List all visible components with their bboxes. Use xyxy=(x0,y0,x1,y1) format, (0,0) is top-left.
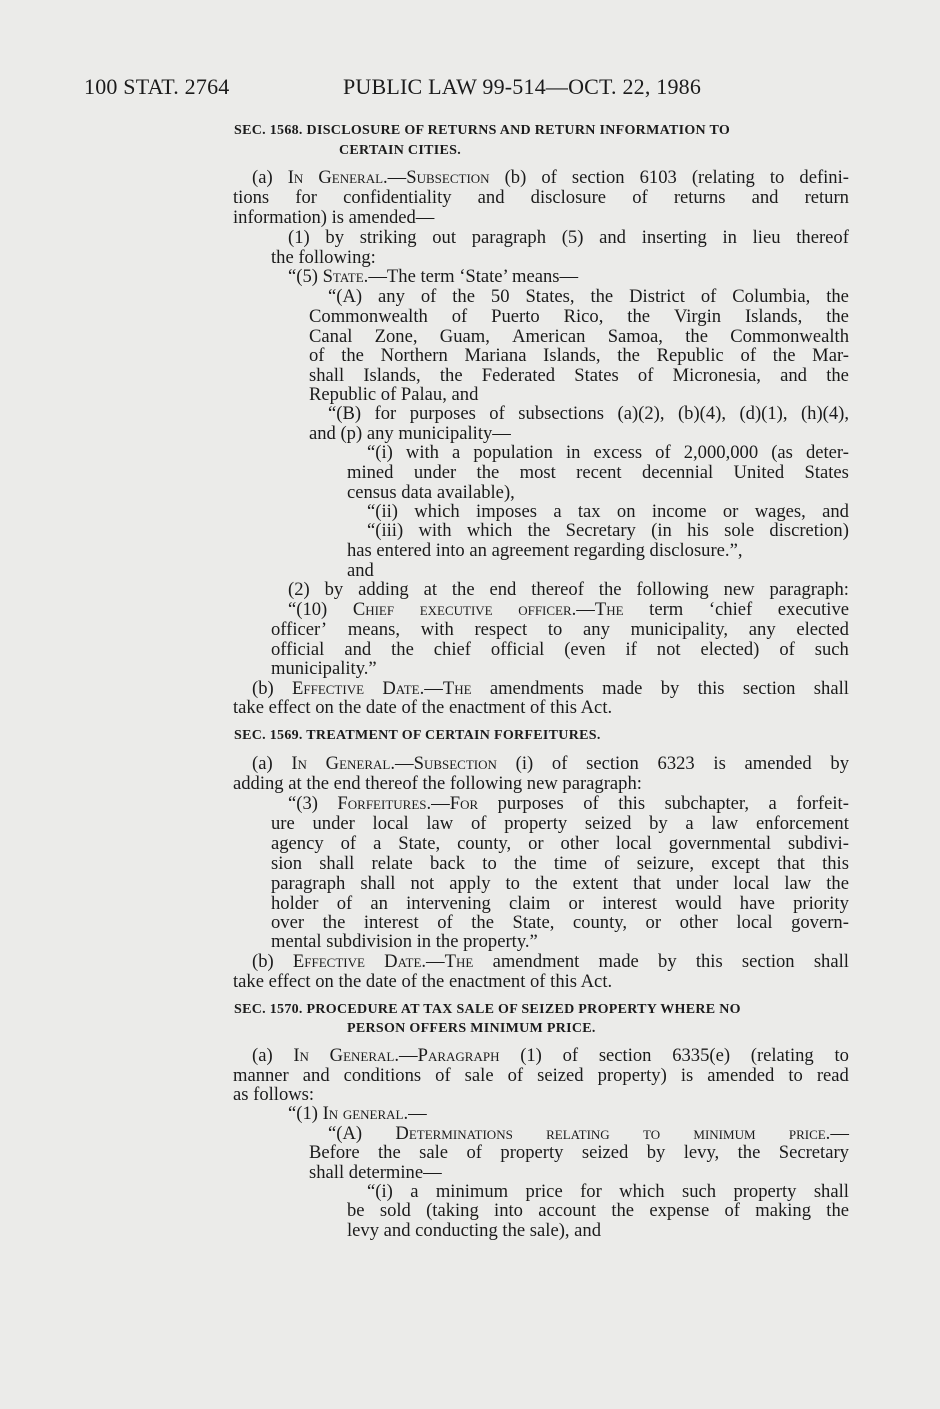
sec-1569-p3-line-4: sion shall relate back to the time of seizure, except that this xyxy=(271,853,849,874)
sec-1570-heading-cont: PERSON OFFERS MINIMUM PRICE. xyxy=(347,1021,596,1036)
sec-1568-pA-line-5: shall Islands, the Federated States of Micronesia, and the xyxy=(309,365,849,386)
sec-1568-a-line-1: (a) In General.—Subsection (b) of section 6103 (relating to defini- xyxy=(252,167,849,188)
sec-1570-pi-line-1: “(i) a minimum price for which such property shall xyxy=(367,1181,849,1202)
sec-1569-p3-line-1: “(3) Forfeitures.—For purposes of this subchapter, a forfeit- xyxy=(288,793,849,814)
sec-1568-b-line-2: take effect on the date of the enactment of this Act. xyxy=(233,697,613,718)
sec-1568-pB-line-2: and (p) any municipality— xyxy=(309,423,511,444)
sec-1568-piii-line-3: and xyxy=(347,560,374,581)
sec-1568-p2: (2) by adding at the end thereof the following new paragraph: xyxy=(288,579,849,600)
sec-1569-heading: SEC. 1569. TREATMENT OF CERTAIN FORFEITURES. xyxy=(234,728,601,743)
sec-1569-a-line-2: adding at the end thereof the following new paragraph: xyxy=(233,773,642,794)
sec-1569-p3-line-2: ure under local law of property seized by a law enforcement xyxy=(271,813,849,834)
sec-1570-a-line-3: as follows: xyxy=(233,1084,315,1105)
sec-1568-a-line-3: information) is amended— xyxy=(233,207,435,228)
sec-1568-pii: “(ii) which imposes a tax on income or wages, and xyxy=(367,501,849,522)
sec-1570-pi-line-2: be sold (taking into account the expense of making the xyxy=(347,1200,849,1221)
sec-1568-pB-line-1: “(B) for purposes of subsections (a)(2), (b)(4), (d)(1), (h)(4), xyxy=(328,403,849,424)
stat-page-number: 100 STAT. 2764 xyxy=(84,74,230,99)
sec-1569-b-line-1: (b) Effective Date.—The amendment made by this section shall xyxy=(252,951,849,972)
sec-1568-pA-line-4: of the Northern Mariana Islands, the Republic of the Mar- xyxy=(309,345,849,366)
sec-1569-p3-line-7: over the interest of the State, county, or other local govern- xyxy=(271,912,849,933)
sec-1569-a-line-1: (a) In General.—Subsection (i) of section 6323 is amended by xyxy=(252,753,849,774)
sec-1570-pA-line-3: shall determine— xyxy=(309,1162,442,1183)
sec-1568-p10-line-4: municipality.” xyxy=(271,658,377,679)
sec-1570-pi-line-3: levy and conducting the sale), and xyxy=(347,1220,602,1241)
sec-1570-heading: SEC. 1570. PROCEDURE AT TAX SALE OF SEIZED PROPERTY WHERE NO xyxy=(234,1002,741,1017)
sec-1570-a-line-2: manner and conditions of sale of seized property) is amended to read xyxy=(233,1065,849,1086)
sec-1568-b-line-1: (b) Effective Date.—The amendments made by this section shall xyxy=(252,678,849,699)
sec-1568-p1-line-2: the following: xyxy=(271,247,376,268)
sec-1568-pA-line-6: Republic of Palau, and xyxy=(309,384,479,405)
sec-1568-p10-line-2: officer’ means, with respect to any municipality, any elected xyxy=(271,619,849,640)
sec-1569-b-line-2: take effect on the date of the enactment of this Act. xyxy=(233,971,613,992)
sec-1568-p10-line-3: official and the chief official (even if not elected) of such xyxy=(271,639,849,660)
sec-1568-pA-line-3: Canal Zone, Guam, American Samoa, the Commonwealth xyxy=(309,326,849,347)
sec-1568-p1-line-1: (1) by striking out paragraph (5) and inserting in lieu thereof xyxy=(288,227,849,248)
sec-1568-pi-line-3: census data available), xyxy=(347,482,515,503)
sec-1568-a-line-2: tions for confidentiality and disclosure of returns and return xyxy=(233,187,849,208)
sec-1568-pi-line-1: “(i) with a population in excess of 2,000,000 (as deter- xyxy=(367,442,849,463)
sec-1568-piii-line-2: has entered into an agreement regarding disclosure.”, xyxy=(347,540,743,561)
sec-1568-pA-line-2: Commonwealth of Puerto Rico, the Virgin Islands, the xyxy=(309,306,849,327)
sec-1568-p10-line-1: “(10) Chief executive officer.—The term ‘chief executive xyxy=(288,599,849,620)
sec-1569-p3-line-6: holder of an intervening claim or interest would have priority xyxy=(271,893,849,914)
sec-1569-p3-line-5: paragraph shall not apply to the extent that under local law the xyxy=(271,873,849,894)
sec-1568-piii-line-1: “(iii) with which the Secretary (in his sole discretion) xyxy=(367,520,849,541)
sec-1569-p3-line-3: agency of a State, county, or other local governmental subdivi- xyxy=(271,833,849,854)
sec-1570-p1: “(1) In general.— xyxy=(288,1103,427,1124)
sec-1568-pA-line-1: “(A) any of the 50 States, the District of Columbia, the xyxy=(328,286,849,307)
sec-1568-pi-line-2: mined under the most recent decennial United States xyxy=(347,462,849,483)
sec-1570-pA-line-2: Before the sale of property seized by levy, the Secretary xyxy=(309,1142,849,1163)
sec-1568-heading: SEC. 1568. DISCLOSURE OF RETURNS AND RETURN INFORMATION TO xyxy=(234,123,731,138)
sec-1569-p3-line-8: mental subdivision in the property.” xyxy=(271,931,538,952)
sec-1568-heading-cont: CERTAIN CITIES. xyxy=(339,143,462,158)
sec-1570-a-line-1: (a) In General.—Paragraph (1) of section 6335(e) (relating to xyxy=(252,1045,849,1066)
sec-1568-p5: “(5) State.—The term ‘State’ means— xyxy=(288,266,579,287)
running-title: PUBLIC LAW 99-514—OCT. 22, 1986 xyxy=(343,74,702,99)
sec-1570-pA-line-1: “(A) Determinations relating to minimum price.— xyxy=(328,1123,849,1144)
